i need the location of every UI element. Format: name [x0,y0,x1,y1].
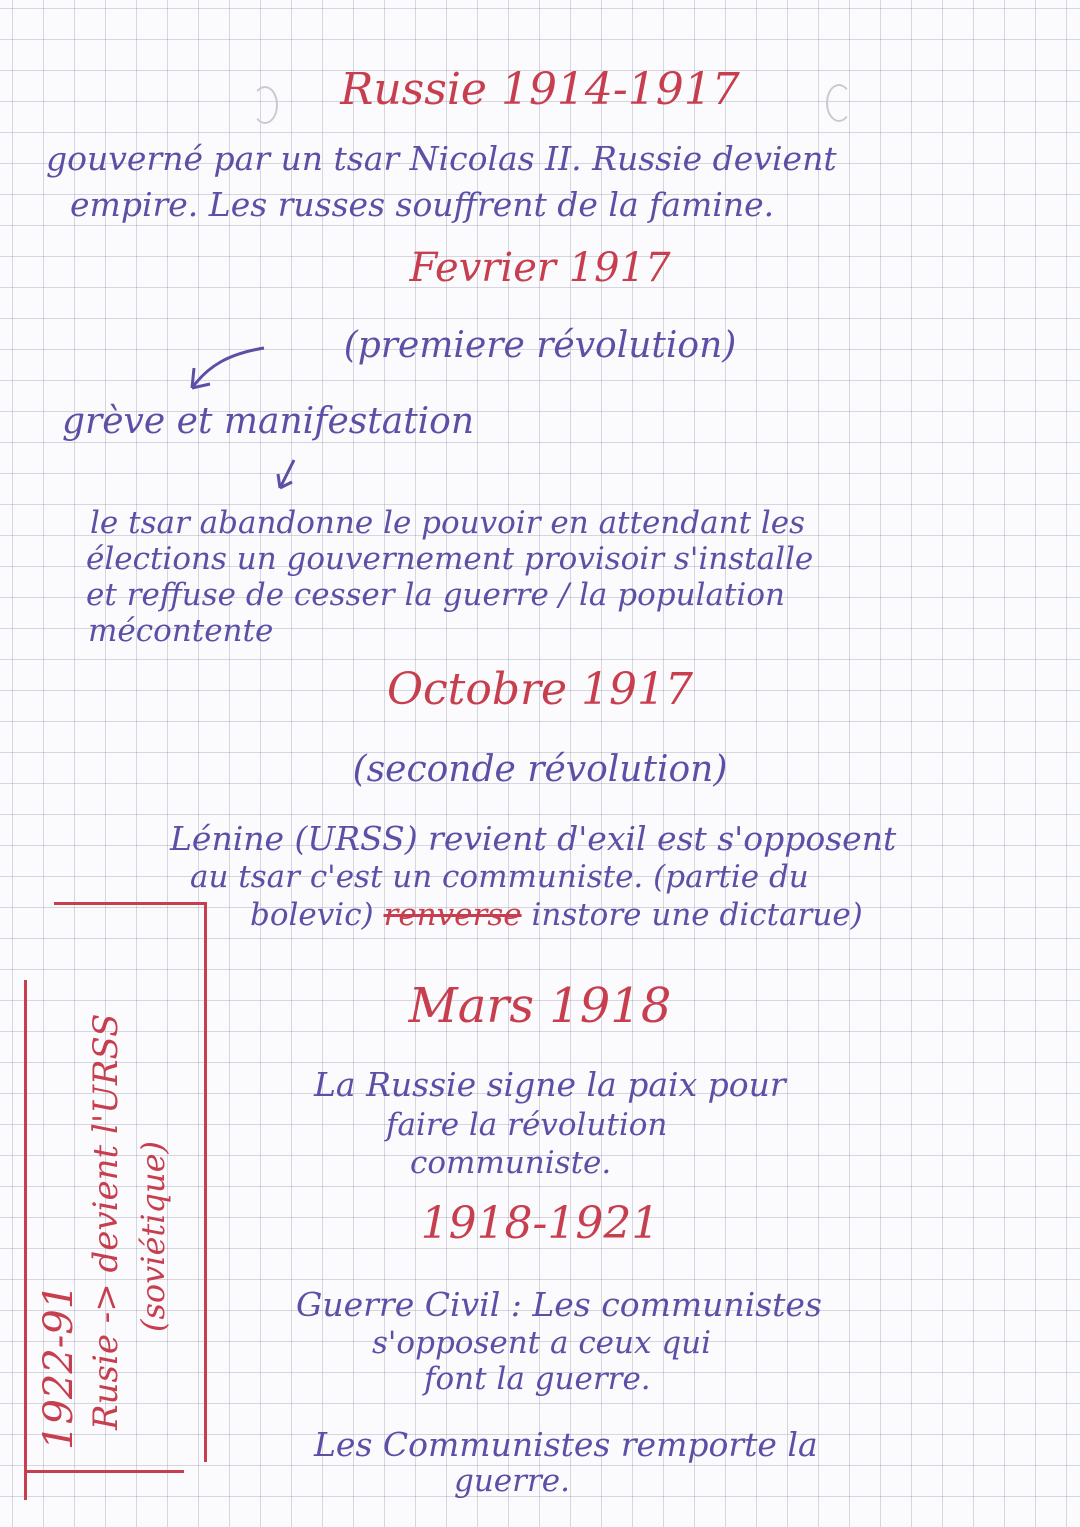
side-note-line-2: Rusie -> devient l'URSS [86,1013,126,1430]
section-1-line-2: élections un gouvernement provisoir s'installe [86,541,814,577]
section-1-subheading: (premiere révolution) [343,325,737,366]
side-frame-bottom [24,1470,184,1473]
section-1-heading: Fevrier 1917 [409,245,671,291]
section-3-line-1: La Russie signe la paix pour [314,1065,786,1104]
section-4-line-6: guerre. [454,1463,570,1499]
section-2-line-2: au tsar c'est un communiste. (partie du [190,859,809,895]
section-2-line-1: Lénine (URSS) revient d'exil est s'opposent [170,819,897,858]
intro-line-2: empire. Les russes souffrent de la famine. [70,185,775,224]
section-3-heading: Mars 1918 [408,978,672,1034]
section-1-line-4: mécontente [88,613,274,649]
section-2-line-3-end: instore une dictarue) [531,897,863,933]
section-4-line-5: Les Communistes remporte la [314,1425,818,1464]
section-4-line-1: Guerre Civil : Les communistes [296,1285,822,1324]
side-frame-top [54,902,204,905]
side-frame-left [24,980,27,1500]
section-4-line-3: font la guerre. [424,1361,651,1397]
section-3-line-3: communiste. [410,1145,612,1181]
section-1-line-3: et reffuse de cesser la guerre / la population [86,577,785,613]
section-2-subheading: (seconde révolution) [352,749,728,790]
section-1-cause: grève et manifestation [62,401,475,442]
arrow-down-icon [272,458,302,494]
section-2-line-3 [250,897,863,933]
page-title: Russie 1914-1917 [340,64,740,115]
section-2-heading: Octobre 1917 [386,664,694,715]
section-4-line-2: s'opposent a ceux qui [372,1325,712,1361]
section-1-line-1: le tsar abandonne le pouvoir en attendant les [90,505,806,541]
section-2-line-3-start: bolevic) [250,897,374,933]
arrow-down-left-icon [178,340,268,400]
section-3-line-2: faire la révolution [386,1107,668,1143]
intro-line-1: gouverné par un tsar Nicolas II. Russie devient [46,139,837,178]
side-note-line-1: 1922-91 [36,1283,82,1450]
struck-word: renverse [383,897,522,933]
side-frame-right [204,902,207,1462]
section-4-heading: 1918-1921 [420,1198,660,1249]
side-note-line-3: (soviétique) [134,1140,172,1332]
